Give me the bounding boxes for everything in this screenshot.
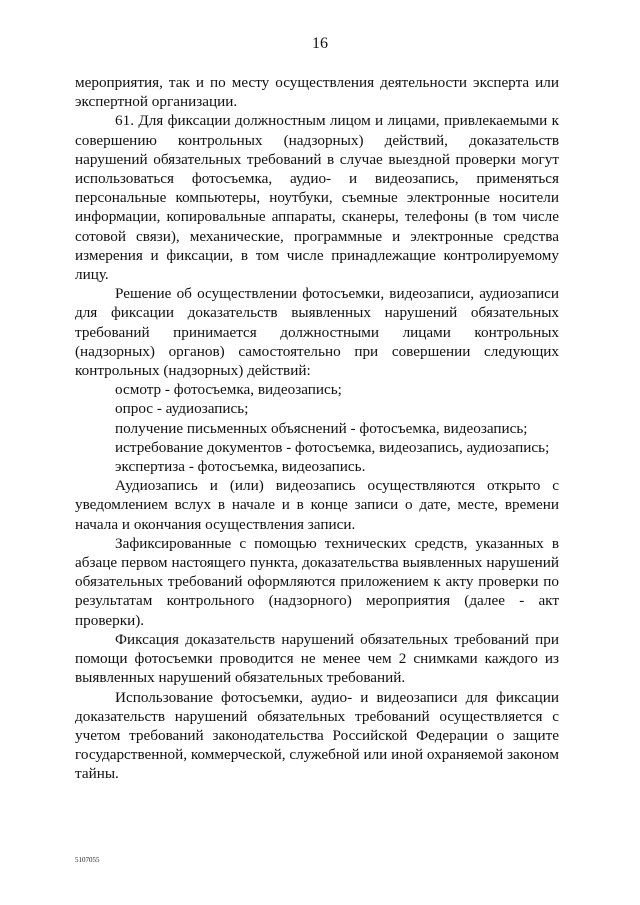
list-item-survey: опрос - аудиозапись; (115, 400, 249, 418)
paragraph-continuation: мероприятия, так и по месту осуществления деятельности эксперта или экспертной организации. (75, 74, 559, 111)
list-item-document-request: истребование документов - фотосъемка, видеозапись, аудиозапись; (115, 438, 550, 456)
list-item-written-explanations: получение письменных объяснений - фотосъемка, видеозапись; (115, 419, 528, 437)
document-code: 5107055 (75, 856, 100, 864)
paragraph-recording-decision: Решение об осуществлении фотосъемки, видеозаписи, аудиозаписи для фиксации доказательств выявленных нарушений обязательных требований принимается должностными лицами контрольных (надзорных) органов) самостоятельно при совершении следующих контрольных (надзорных) действий: (75, 285, 559, 380)
paragraph-open-recording: Аудиозапись и (или) видеозапись осуществляются открыто с уведомлением вслух в начале и в конце записи о дате, месте, времени начала и окончания осуществления записи. (75, 477, 559, 533)
paragraph-confidentiality: Использование фотосъемки, аудио- и видеозаписи для фиксации доказательств нарушений обязательных требований осуществляется с учетом требований законодательства Российской Федерации о защите государственной, коммерческой, служебной или иной охраняемой законом тайны. (75, 688, 559, 783)
list-item-inspection: осмотр - фотосъемка, видеозапись; (115, 381, 342, 399)
document-body (75, 73, 559, 784)
list-item-expertise: экспертиза - фотосъемка, видеозапись. (115, 458, 366, 476)
paragraph-photo-fixation: Фиксация доказательств нарушений обязательных требований при помощи фотосъемки проводится не менее чем 2 снимками каждого из выявленных нарушений обязательных требований. (75, 630, 559, 687)
paragraph-item-61: 61. Для фиксации должностным лицом и лицами, привлекаемыми к совершению контрольных (надзорных) действий, доказательств нарушений обязательных требований в случае выездной проверки могут использоваться фотосъемка, аудио- и видеозапись, применяться персональные компьютеры, ноутбуки, съемные электронные носители информации, копировальные аппараты, сканеры, телефоны (в том числе сотовой связи), механические, программные и электронные средства измерения и фиксации, в том числе принадлежащие контролируемому лицу. (75, 112, 559, 284)
paragraph-evidence-attachment: Зафиксированные с помощью технических средств, указанных в абзаце первом настоящего пункта, доказательства выявленных нарушений обязательных требований оформляются приложением к акту проверки по результатам контрольного (надзорного) мероприятия (далее - акт проверки). (75, 534, 559, 629)
page-number: 16 (312, 35, 328, 52)
